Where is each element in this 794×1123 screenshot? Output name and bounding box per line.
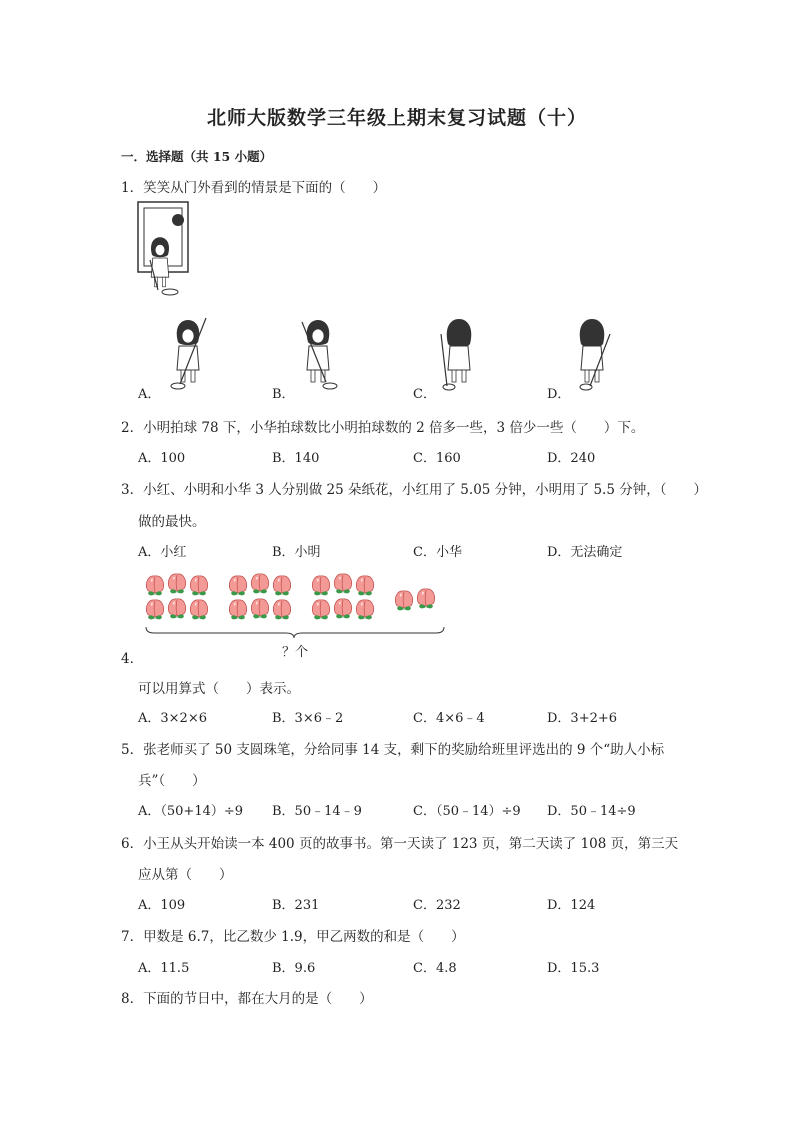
section-heading: 一．选择题（共 15 小题） [121, 149, 273, 164]
question-4-stem: 可以用算式（ ）表示。 [138, 681, 300, 697]
q7-option-c: C．4.8 [413, 961, 457, 976]
q2-option-a: A．100 [138, 451, 186, 466]
question-1-stem: 1．笑笑从门外看到的情景是下面的（ ） [121, 180, 387, 196]
q1-option-d: D． [547, 387, 571, 402]
q5-option-b: B．50﹣14﹣9 [272, 804, 362, 819]
question-5-stem-line-2: 兵”（ ） [138, 773, 206, 789]
q1-option-c-image [433, 312, 489, 392]
q1-option-a-image [160, 312, 216, 392]
q6-option-a: A．109 [138, 898, 186, 913]
q1-option-d-image [566, 312, 622, 392]
q1-option-b: B． [272, 387, 295, 402]
q1-option-a: A． [138, 387, 161, 402]
q3-option-a: A．小红 [138, 545, 187, 560]
q2-option-b: B．140 [272, 451, 320, 466]
q5-option-a: A．（50+14）÷9 [138, 804, 244, 819]
question-6-stem-line-2: 应从第（ ） [138, 867, 233, 883]
q4-option-a: A．3×2×6 [138, 711, 207, 726]
q7-option-d: D．15.3 [547, 961, 600, 976]
q3-option-d: D．无法确定 [547, 545, 623, 560]
q7-option-b: B．9.6 [272, 961, 316, 976]
q2-option-d: D．240 [547, 451, 596, 466]
q6-option-b: B．231 [272, 898, 320, 913]
q6-option-c: C．232 [413, 898, 461, 913]
q3-option-c: C．小华 [413, 545, 462, 560]
question-3-stem-line-2: 做的最快。 [138, 514, 206, 530]
q4-peach-groups-image [140, 570, 450, 640]
q3-option-b: B．小明 [272, 545, 321, 560]
q4-unknown-label: ？个 [282, 645, 309, 660]
q1-scene-image [136, 200, 196, 300]
question-3-stem-line-1: 3．小红、小明和小华 3 人分别做 25 朵纸花，小红用了 5.05 分钟，小明用了 5.5 分钟，（ ） [121, 482, 707, 498]
page-title: 北师大版数学三年级上期末复习试题（十） [206, 107, 587, 129]
question-5-stem-line-1: 5．张老师买了 50 支圆珠笔，分给同事 14 支，剩下的奖励给班里评选出的 9 个“助人小标 [121, 742, 665, 758]
question-2-stem: 2．小明拍球 78 下，小华拍球数比小明拍球数的 2 倍多一些，3 倍少一些（ ）下。 [121, 420, 645, 436]
q7-option-a: A．11.5 [138, 961, 190, 976]
peach-group-1 [146, 574, 207, 619]
q4-option-b: B．3×6﹣2 [272, 711, 344, 726]
question-7-stem: 7．甲数是 6.7，比乙数少 1.9，甲乙两数的和是（ ） [121, 929, 465, 945]
q2-option-c: C．160 [413, 451, 461, 466]
question-6-stem-line-1: 6．小王从头开始读一本 400 页的故事书。第一天读了 123 页，第二天读了 108 页，第三天 [121, 836, 679, 852]
peach-group-3 [312, 574, 373, 619]
peach-group-2 [229, 574, 290, 619]
q5-option-d: D．50﹣14÷9 [547, 804, 636, 819]
question-8-stem: 8．下面的节日中，都在大月的是（ ） [121, 991, 373, 1007]
question-4-number: 4． [121, 651, 144, 667]
q6-option-d: D．124 [547, 898, 596, 913]
q4-option-d: D．3+2+6 [547, 711, 618, 726]
q1-option-c: C． [413, 387, 436, 402]
q5-option-c: C．（50﹣14）÷9 [413, 804, 521, 819]
q1-option-b-image [292, 312, 348, 392]
peach-group-4 [395, 589, 434, 610]
q4-option-c: C．4×6﹣4 [413, 711, 485, 726]
